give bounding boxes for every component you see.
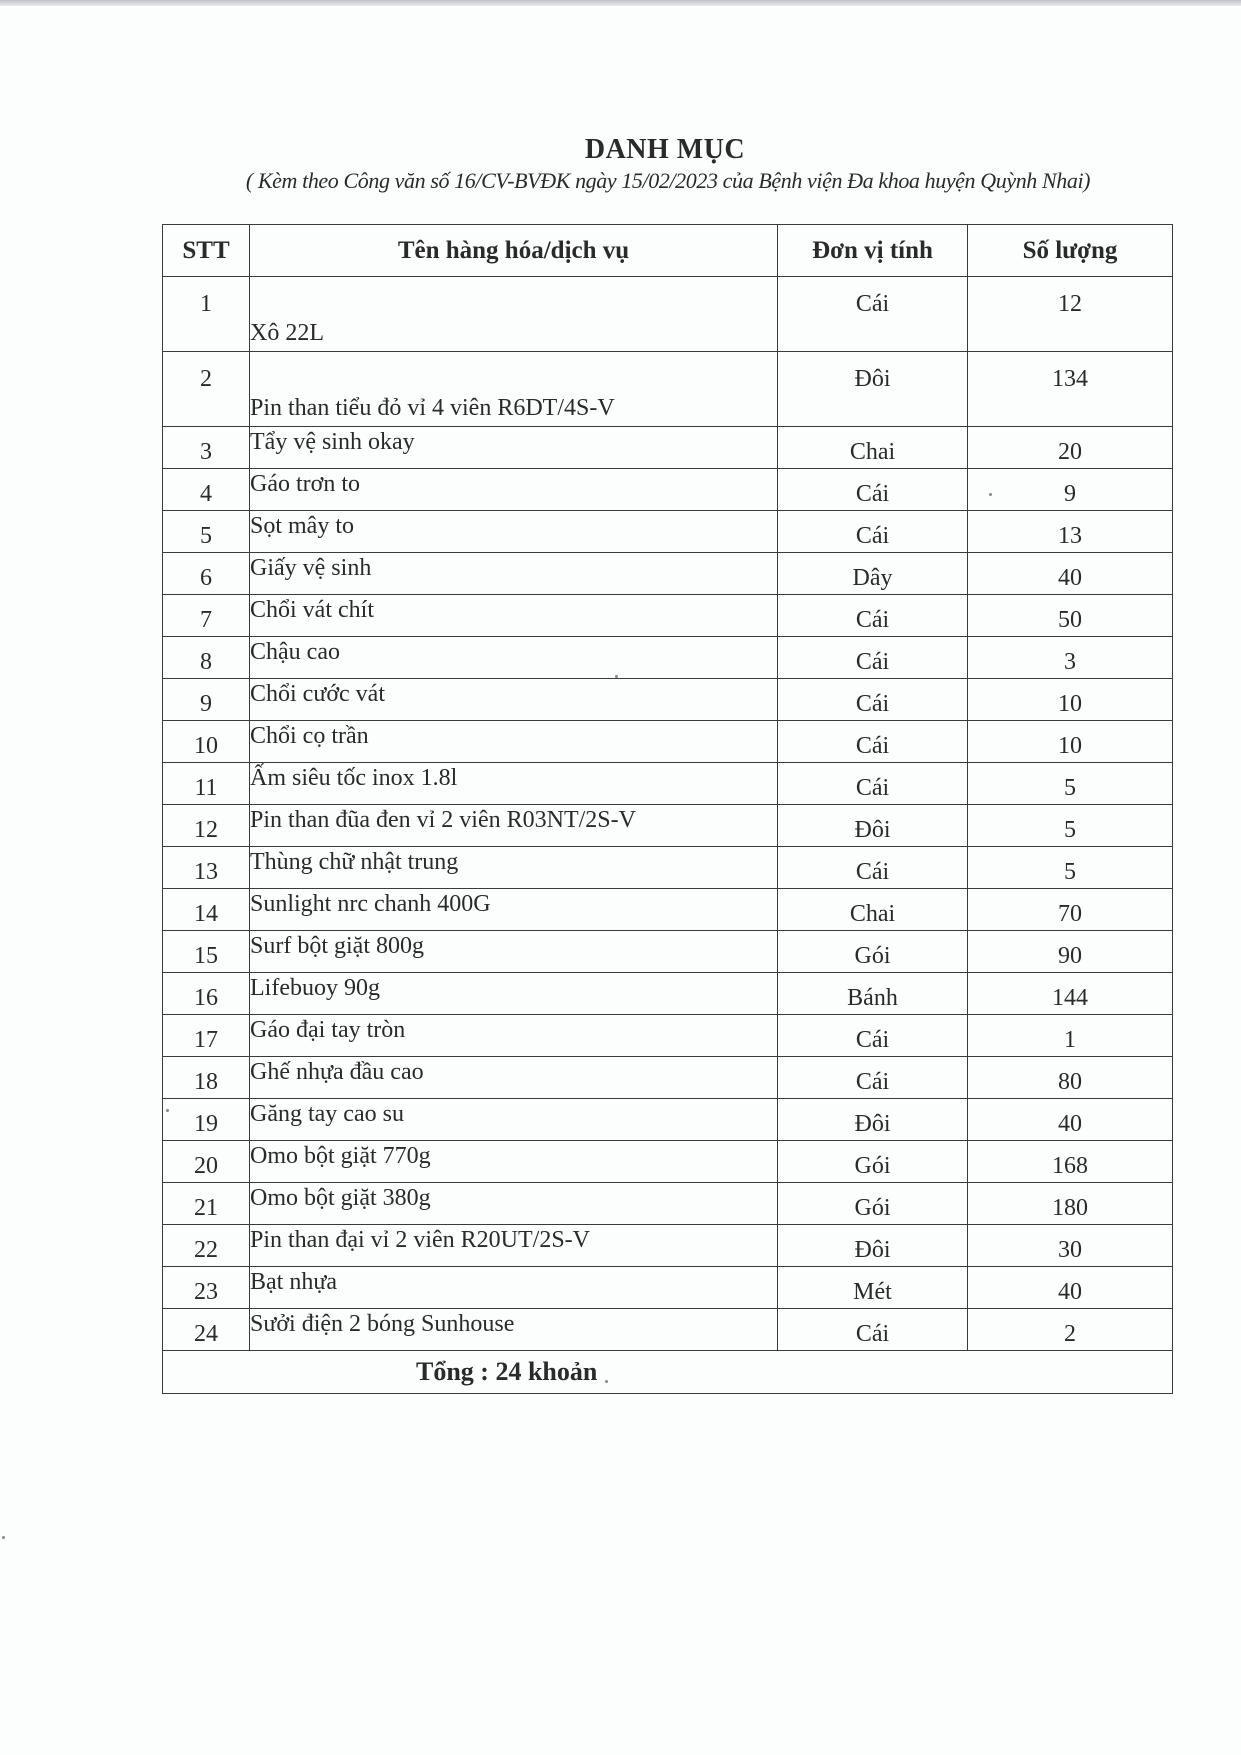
- cell-qty: 50: [968, 595, 1173, 637]
- table-row: [163, 553, 1173, 595]
- cell-name: Xô 22L: [250, 277, 778, 352]
- cell-qty: 12: [968, 277, 1173, 352]
- table-row: [163, 352, 1173, 427]
- cell-unit: Đôi: [778, 1099, 968, 1141]
- cell-qty: 13: [968, 511, 1173, 553]
- cell-qty: 70: [968, 889, 1173, 931]
- cell-unit: Gói: [778, 1141, 968, 1183]
- cell-stt: 3: [163, 427, 250, 469]
- table-row: [163, 1057, 1173, 1099]
- cell-stt: 23: [163, 1267, 250, 1309]
- cell-qty: 144: [968, 973, 1173, 1015]
- cell-name: Omo bột giặt 770g: [250, 1141, 778, 1183]
- cell-name: Sưởi điện 2 bóng Sunhouse: [250, 1309, 778, 1351]
- cell-name: Bạt nhựa: [250, 1267, 778, 1309]
- cell-qty: 40: [968, 1099, 1173, 1141]
- cell-name: Omo bột giặt 380g: [250, 1183, 778, 1225]
- cell-name: Chổi cọ trần: [250, 721, 778, 763]
- cell-unit: Chai: [778, 889, 968, 931]
- cell-name: Pin than đại vỉ 2 viên R20UT/2S-V: [250, 1225, 778, 1267]
- cell-qty: 1: [968, 1015, 1173, 1057]
- cell-stt: 19: [163, 1099, 250, 1141]
- cell-qty: 168: [968, 1141, 1173, 1183]
- table-row: [163, 1225, 1173, 1267]
- cell-name: Giấy vệ sinh: [250, 553, 778, 595]
- cell-name: Thùng chữ nhật trung: [250, 847, 778, 889]
- cell-name: Lifebuoy 90g: [250, 973, 778, 1015]
- cell-name: Tẩy vệ sinh okay: [250, 427, 778, 469]
- scan-top-edge: [0, 0, 1241, 6]
- cell-name: Pin than đũa đen vỉ 2 viên R03NT/2S-V: [250, 805, 778, 847]
- cell-stt: 24: [163, 1309, 250, 1351]
- cell-unit: Gói: [778, 1183, 968, 1225]
- cell-stt: 16: [163, 973, 250, 1015]
- cell-name: Gáo trơn to: [250, 469, 778, 511]
- table-row: [163, 277, 1173, 352]
- cell-name: Pin than tiểu đỏ vỉ 4 viên R6DT/4S-V: [250, 352, 778, 427]
- header-name: Tên hàng hóa/dịch vụ: [250, 225, 778, 277]
- cell-name: Chổi vát chít: [250, 595, 778, 637]
- cell-qty: 10: [968, 721, 1173, 763]
- cell-stt: 13: [163, 847, 250, 889]
- scan-speck: [166, 1109, 169, 1112]
- cell-unit: Cái: [778, 679, 968, 721]
- cell-stt: 1: [163, 277, 250, 352]
- cell-stt: 15: [163, 931, 250, 973]
- table-row: [163, 1099, 1173, 1141]
- cell-stt: 8: [163, 637, 250, 679]
- cell-name: Sunlight nrc chanh 400G: [250, 889, 778, 931]
- cell-unit: Cái: [778, 277, 968, 352]
- document-title: DANH MỤC: [584, 134, 746, 165]
- table-row: [163, 1141, 1173, 1183]
- table-row: [163, 721, 1173, 763]
- table-row: [163, 469, 1173, 511]
- cell-name: Gáo đại tay tròn: [250, 1015, 778, 1057]
- cell-unit: Cái: [778, 595, 968, 637]
- scan-speck: [605, 1380, 608, 1383]
- table-row: [163, 931, 1173, 973]
- cell-unit: Dây: [778, 553, 968, 595]
- cell-stt: 2: [163, 352, 250, 427]
- cell-stt: 6: [163, 553, 250, 595]
- cell-qty: 134: [968, 352, 1173, 427]
- cell-qty: 40: [968, 1267, 1173, 1309]
- cell-stt: 17: [163, 1015, 250, 1057]
- cell-unit: Đôi: [778, 352, 968, 427]
- cell-unit: Cái: [778, 469, 968, 511]
- cell-qty: 80: [968, 1057, 1173, 1099]
- cell-unit: Cái: [778, 637, 968, 679]
- cell-stt: 7: [163, 595, 250, 637]
- table-row: [163, 1309, 1173, 1351]
- header-stt: STT: [163, 225, 250, 277]
- table-row: [163, 1183, 1173, 1225]
- cell-name: Ấm siêu tốc inox 1.8l: [250, 763, 778, 805]
- table-row: [163, 973, 1173, 1015]
- cell-name: Chổi cước vát: [250, 679, 778, 721]
- table-row: [163, 1015, 1173, 1057]
- items-table: [162, 224, 1173, 1394]
- scan-speck: [2, 1536, 5, 1539]
- cell-qty: 90: [968, 931, 1173, 973]
- table-row: [163, 889, 1173, 931]
- table-header-row: [163, 225, 1173, 277]
- cell-qty: 3: [968, 637, 1173, 679]
- total-label: Tổng : 24 khoản: [163, 1351, 1173, 1394]
- cell-qty: 10: [968, 679, 1173, 721]
- cell-name: Ghế nhựa đầu cao: [250, 1057, 778, 1099]
- cell-qty: 40: [968, 553, 1173, 595]
- cell-unit: Cái: [778, 847, 968, 889]
- cell-qty: 2: [968, 1309, 1173, 1351]
- cell-name: Găng tay cao su: [250, 1099, 778, 1141]
- cell-unit: Cái: [778, 1057, 968, 1099]
- cell-unit: Cái: [778, 511, 968, 553]
- cell-unit: Đôi: [778, 1225, 968, 1267]
- table-row: [163, 679, 1173, 721]
- table-row: [163, 763, 1173, 805]
- cell-unit: Cái: [778, 1015, 968, 1057]
- cell-qty: 180: [968, 1183, 1173, 1225]
- cell-stt: 4: [163, 469, 250, 511]
- cell-stt: 14: [163, 889, 250, 931]
- table-row: [163, 1267, 1173, 1309]
- table-row: [163, 637, 1173, 679]
- cell-name: Surf bột giặt 800g: [250, 931, 778, 973]
- cell-name: Chậu cao: [250, 637, 778, 679]
- cell-stt: 18: [163, 1057, 250, 1099]
- cell-qty: 30: [968, 1225, 1173, 1267]
- document-subtitle: ( Kèm theo Công văn số 16/CV-BVĐK ngày 15/02/2023 của Bệnh viện Đa khoa huyện Quỳnh Nhai): [245, 168, 1091, 193]
- cell-stt: 12: [163, 805, 250, 847]
- cell-unit: Đôi: [778, 805, 968, 847]
- header-qty: Số lượng: [968, 225, 1173, 277]
- table-row: [163, 847, 1173, 889]
- cell-stt: 21: [163, 1183, 250, 1225]
- cell-stt: 10: [163, 721, 250, 763]
- cell-unit: Cái: [778, 721, 968, 763]
- cell-unit: Cái: [778, 763, 968, 805]
- cell-qty: 5: [968, 805, 1173, 847]
- table-row: [163, 595, 1173, 637]
- table-row: [163, 427, 1173, 469]
- cell-stt: 9: [163, 679, 250, 721]
- cell-unit: Gói: [778, 931, 968, 973]
- cell-unit: Chai: [778, 427, 968, 469]
- cell-stt: 5: [163, 511, 250, 553]
- cell-stt: 22: [163, 1225, 250, 1267]
- cell-name: Sọt mây to: [250, 511, 778, 553]
- table-row: [163, 511, 1173, 553]
- table-total-row: [163, 1351, 1173, 1394]
- cell-qty: 9: [968, 469, 1173, 511]
- cell-qty: 20: [968, 427, 1173, 469]
- cell-qty: 5: [968, 847, 1173, 889]
- cell-qty: 5: [968, 763, 1173, 805]
- cell-unit: Mét: [778, 1267, 968, 1309]
- cell-unit: Bánh: [778, 973, 968, 1015]
- header-unit: Đơn vị tính: [778, 225, 968, 277]
- table-row: [163, 805, 1173, 847]
- cell-stt: 11: [163, 763, 250, 805]
- cell-unit: Cái: [778, 1309, 968, 1351]
- scan-speck: [989, 493, 992, 496]
- scan-speck: [615, 675, 618, 678]
- cell-stt: 20: [163, 1141, 250, 1183]
